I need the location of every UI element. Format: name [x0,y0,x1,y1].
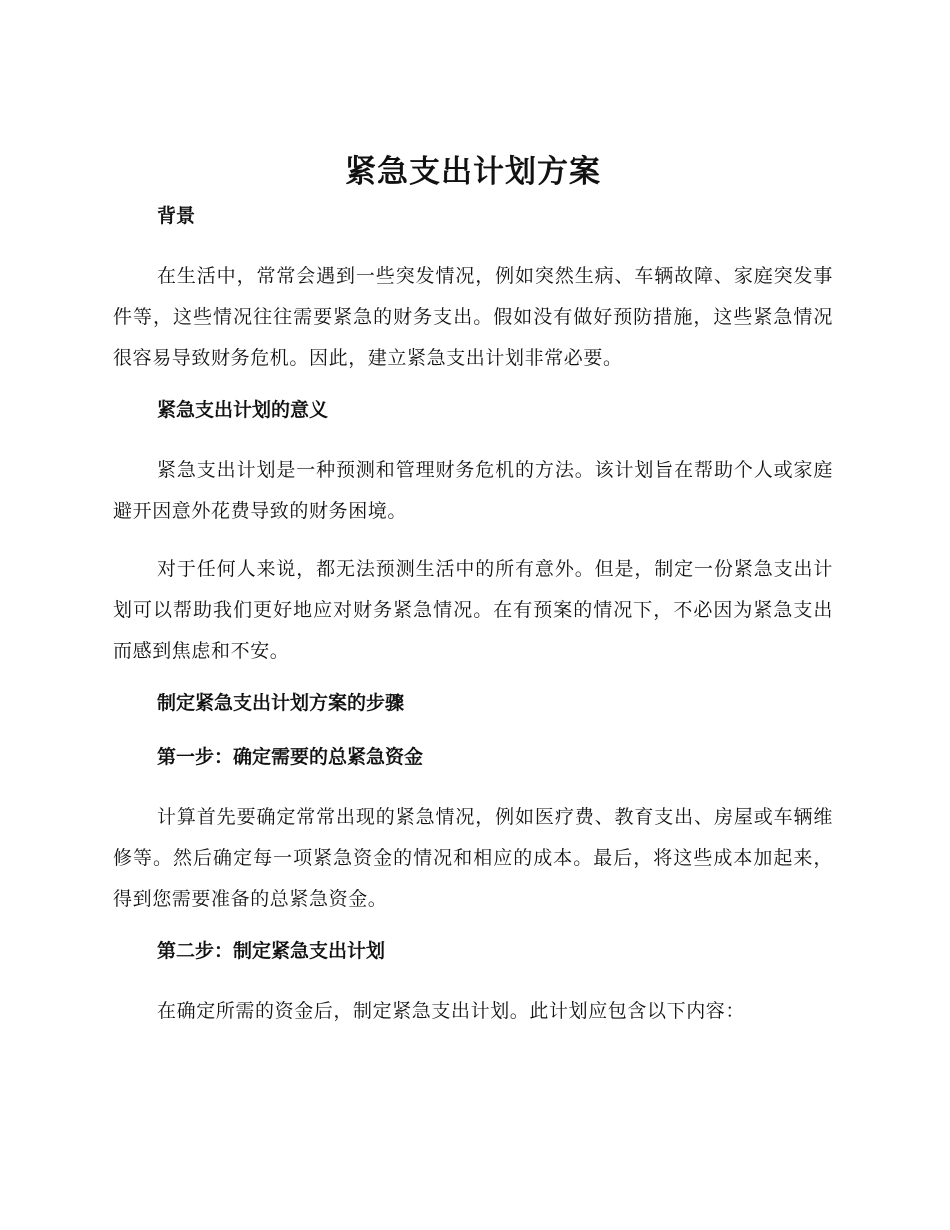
paragraph-meaning-2: 对于任何人来说，都无法预测生活中的所有意外。但是，制定一份紧急支出计划可以帮助我们更好地应对财务紧急情况。在有预案的情况下，不必因为紧急支出而感到焦虑和不安。 [113,558,833,662]
section-heading-background: 背景 [157,205,196,227]
paragraph-step-2: 在确定所需的资金后，制定紧急支出计划。此计划应包含以下内容： [157,1000,746,1022]
step-heading-1: 第一步：确定需要的总紧急资金 [157,746,424,768]
document-title: 紧急支出计划方案 [345,154,601,190]
paragraph-background: 在生活中，常常会遇到一些突发情况，例如突然生病、车辆故障、家庭突发事件等，这些情况往往需要紧急的财务支出。假如没有做好预防措施，这些紧急情况很容易导致财务危机。因此，建立紧急支出计划非常必要。 [113,265,833,369]
paragraph-meaning-1: 紧急支出计划是一种预测和管理财务危机的方法。该计划旨在帮助个人或家庭避开因意外花费导致的财务困境。 [113,459,833,522]
step-heading-2: 第二步：制定紧急支出计划 [157,940,386,962]
document-body [113,148,833,1049]
paragraph-step-1: 计算首先要确定常常出现的紧急情况，例如医疗费、教育支出、房屋或车辆维修等。然后确定每一项紧急资金的情况和相应的成本。最后，将这些成本加起来，得到您需要准备的总紧急资金。 [113,806,833,910]
section-heading-meaning: 紧急支出计划的意义 [157,399,329,421]
section-heading-steps: 制定紧急支出计划方案的步骤 [157,692,405,714]
